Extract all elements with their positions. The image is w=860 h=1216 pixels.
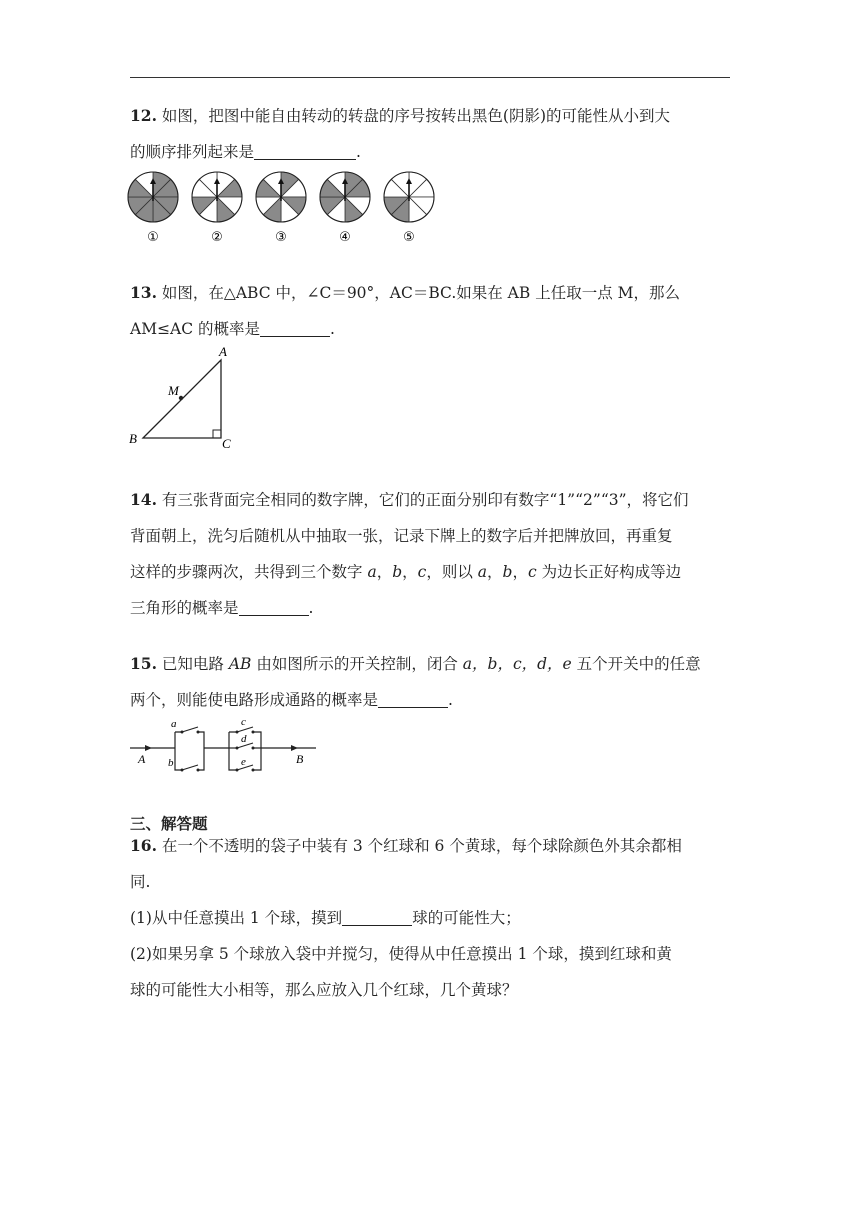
answer-blank-15[interactable] bbox=[378, 689, 448, 708]
label-a: A bbox=[219, 344, 227, 359]
question-13 bbox=[130, 275, 730, 347]
label-switch-b: b bbox=[168, 757, 174, 769]
label-terminal-b: B bbox=[296, 752, 304, 766]
label-switch-e: e bbox=[241, 756, 246, 768]
question-16 bbox=[130, 828, 730, 1008]
section-title: 三、解答题 bbox=[130, 815, 208, 833]
arrow-right-icon bbox=[291, 745, 298, 751]
spinner-3 bbox=[256, 172, 306, 245]
label-terminal-a: A bbox=[138, 752, 146, 766]
q14-line4: 三角形的概率是 . bbox=[130, 599, 314, 617]
spinner-1 bbox=[128, 172, 178, 245]
right-angle-mark bbox=[213, 430, 221, 438]
point-m bbox=[179, 396, 183, 400]
answer-blank-12[interactable] bbox=[254, 141, 356, 160]
parallel-block-ab bbox=[175, 732, 204, 770]
spinner-5 bbox=[384, 172, 434, 245]
q16-line2: 同. bbox=[130, 873, 151, 891]
q16-line1: 16. 在一个不透明的袋子中装有 3 个红球和 6 个黄球，每个球除颜色外其余都相 bbox=[130, 836, 682, 855]
q15-line1: 15. 已知电路 AB 由如图所示的开关控制，闭合 a，b，c，d，e 五个开关中的任意 bbox=[130, 654, 701, 673]
q16-part1: (1)从中任意摸出 1 个球，摸到 球的可能性大； bbox=[130, 909, 521, 927]
q14-line2: 背面朝上，洗匀后随机从中抽取一张，记录下牌上的数字后并把牌放回，再重复 bbox=[130, 527, 673, 545]
circuit-figure bbox=[128, 714, 328, 776]
spinner-label: ⑤ bbox=[403, 230, 415, 245]
spinner-label: ④ bbox=[339, 230, 351, 245]
spinner-label: ③ bbox=[275, 230, 287, 245]
q14-line1: 14. 有三张背面完全相同的数字牌，它们的正面分别印有数字“1”“2”“3”，将它们 bbox=[130, 490, 689, 509]
q16-part2-line2: 球的可能性大小相等，那么应放入几个红球，几个黄球？ bbox=[130, 981, 518, 999]
header-rule bbox=[130, 77, 730, 78]
question-15 bbox=[130, 646, 730, 718]
label-switch-d: d bbox=[241, 733, 247, 745]
q14-line3: 这样的步骤两次，共得到三个数字 a，b，c，则以 a，b，c 为边长正好构成等边 bbox=[130, 563, 682, 581]
q13-line1: 13. 如图，在△ABC 中，∠C＝90°，AC＝BC.如果在 AB 上任取一点 M，那么 bbox=[130, 283, 680, 302]
spinner-2 bbox=[192, 172, 242, 245]
answer-blank-13[interactable] bbox=[260, 318, 330, 337]
q12-line2: 的顺序排列起来是 . bbox=[130, 143, 361, 161]
triangle-figure bbox=[128, 342, 248, 452]
spinner-4 bbox=[320, 172, 370, 245]
label-c: C bbox=[222, 436, 231, 451]
answer-blank-16[interactable] bbox=[342, 907, 412, 926]
triangle-svg bbox=[128, 342, 248, 452]
circuit-svg bbox=[128, 714, 328, 776]
label-switch-a: a bbox=[171, 718, 177, 730]
spinners-figure bbox=[128, 170, 458, 248]
q13-line2: AM≤AC 的概率是 . bbox=[130, 320, 335, 338]
answer-blank-14[interactable] bbox=[239, 597, 309, 616]
spinners-svg bbox=[128, 170, 458, 248]
question-14 bbox=[130, 482, 730, 626]
label-m: M bbox=[168, 383, 179, 398]
q16-part2-line1: (2)如果另拿 5 个球放入袋中并搅匀，使得从中任意摸出 1 个球，摸到红球和黄 bbox=[130, 945, 672, 963]
label-b: B bbox=[129, 431, 137, 446]
q15-line2: 两个，则能使电路形成通路的概率是 . bbox=[130, 691, 453, 709]
question-12 bbox=[130, 98, 730, 170]
q12-line1: 12. 如图，把图中能自由转动的转盘的序号按转出黑色(阴影)的可能性从小到大 bbox=[130, 106, 670, 125]
label-switch-c: c bbox=[241, 716, 246, 728]
spinner-label: ② bbox=[211, 230, 223, 245]
arrow-left-icon bbox=[145, 745, 152, 751]
spinner-label: ① bbox=[147, 230, 159, 245]
